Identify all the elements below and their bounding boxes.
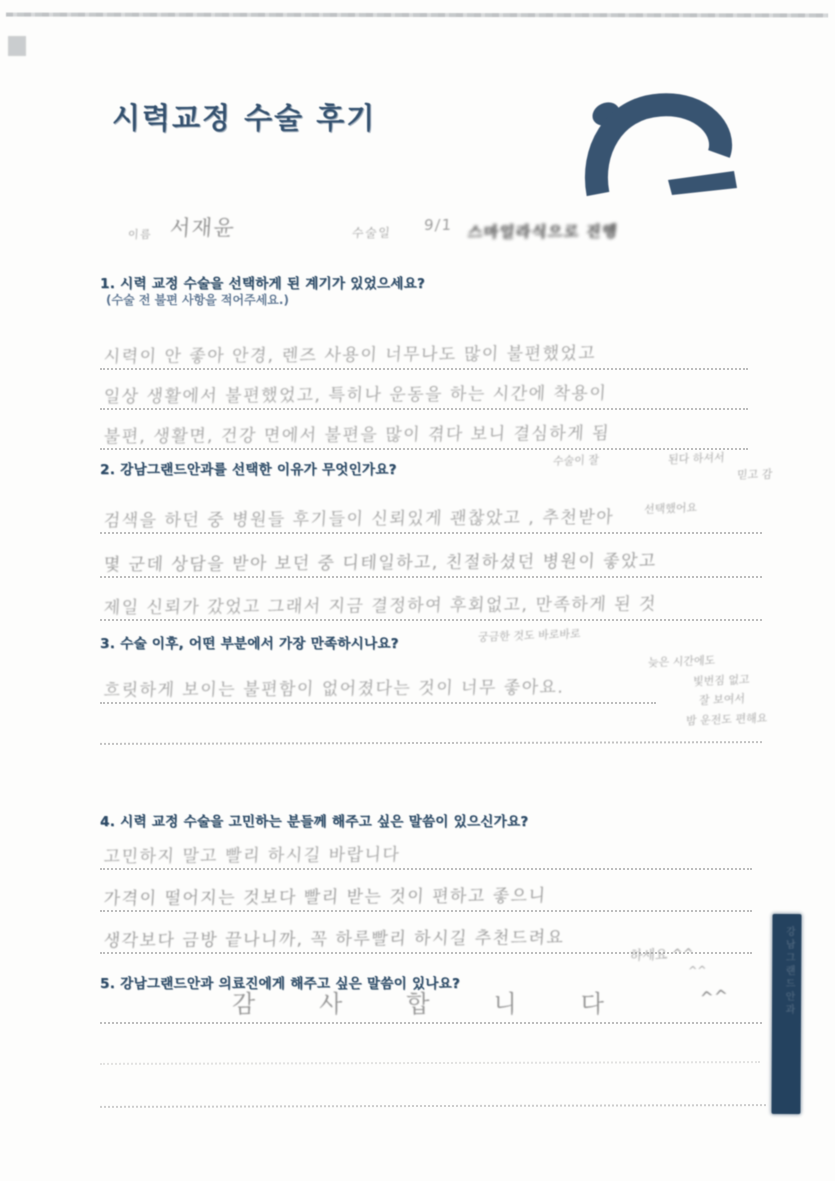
question-2-label: 2. 강남그랜드안과를 선택한 이유가 무엇인가요?	[100, 462, 397, 478]
header-date-label: 수술일	[351, 225, 392, 241]
margin-note: ^^	[687, 963, 707, 978]
question-5-label: 5. 강남그랜드안과 의료진에게 해주고 싶은 말씀이 있나요?	[100, 976, 461, 992]
empty-answer-rule	[100, 1061, 760, 1065]
answer-line	[100, 330, 748, 370]
answer-line	[100, 410, 748, 450]
margin-note: 밤 운전도 편해요	[685, 711, 768, 728]
handwritten-answer: 검색을 하던 중 병원들 후기들이 신뢰있게 괜찮았고 , 추천받아	[103, 507, 615, 532]
margin-note: 선택했어요	[643, 501, 698, 516]
handwritten-answer: 불편, 생활면, 건강 면에서 불편을 많이 겪다 보니 결심하게 됨	[103, 423, 611, 448]
empty-answer-rule	[100, 741, 762, 745]
answer-line	[100, 536, 762, 578]
margin-note: 빛번짐 없고	[692, 672, 750, 689]
answer-line	[100, 662, 656, 704]
side-banner	[771, 914, 801, 1114]
scan-artifact-top-line	[6, 13, 828, 18]
question-3-label: 3. 수술 이후, 어떤 부분에서 가장 만족하시나요?	[100, 636, 399, 652]
smile-emoticon: ^^	[699, 986, 730, 1010]
margin-note: 된다 하셔서	[667, 450, 725, 467]
handwritten-answer: 제일 신뢰가 갔었고 그래서 지금 결정하여 후회없고, 만족하게 된 것	[103, 594, 658, 619]
answer-line	[100, 830, 752, 870]
handwritten-name: 서재윤	[169, 215, 237, 241]
handwritten-answer: 생각보다 금방 끝나니까, 꼭 하루빨리 하시길 추천드려요	[103, 928, 566, 952]
thank-you-note: 감사합니다	[232, 990, 668, 1018]
header-name-label: 이름	[127, 227, 153, 242]
handwritten-procedure: 스마일라식으로 진행	[467, 221, 619, 241]
answer-line	[100, 984, 762, 1024]
question-4-label: 4. 시력 교정 수술을 고민하는 분들께 해주고 싶은 말씀이 있으신가요?	[100, 814, 529, 830]
handwritten-answer: 일상 생활에서 불편했었고, 특히나 운동을 하는 시간에 착용이	[103, 383, 608, 408]
handwritten-answer: 몇 군데 상담을 받아 보던 중 디테일하고, 친절하셨던 병원이 좋았고	[103, 551, 658, 576]
handwritten-answer: 가격이 떨어지는 것보다 빨리 받는 것이 편하고 좋으니	[103, 886, 548, 910]
answer-line	[100, 492, 762, 534]
answer-line	[100, 579, 762, 621]
handwritten-answer: 시력이 안 좋아 안경, 렌즈 사용이 너무나도 많이 불편했었고	[103, 343, 597, 368]
handwritten-answer: 흐릿하게 보이는 불편함이 없어졌다는 것이 너무 좋아요.	[103, 677, 566, 701]
question-1-subnote: (수술 전 불편 사항을 적어주세요.)	[106, 293, 289, 307]
margin-note: 하세요 ^^	[629, 946, 694, 965]
page-title: 시력교정 수술 후기	[112, 101, 377, 135]
margin-note: 수술이 잘	[552, 453, 600, 468]
side-banner-text: 강남그랜드안과	[782, 925, 795, 1018]
handwritten-date: 9/1	[423, 215, 454, 235]
handwritten-answer: 고민하지 말고 빨리 하시길 바랍니다	[103, 845, 401, 868]
empty-answer-rule	[100, 1104, 766, 1108]
margin-note: 궁금한 것도 바로바로	[477, 627, 581, 644]
margin-note: 잘 보여서	[698, 692, 746, 707]
clinic-logo-icon	[568, 92, 768, 207]
answer-line	[100, 872, 752, 912]
margin-note: 믿고 감	[736, 467, 773, 482]
margin-note: 늦은 시간에도	[647, 653, 716, 670]
scan-artifact-corner-mark	[8, 36, 26, 56]
answer-line	[100, 370, 748, 410]
question-1-label: 1. 시력 교정 수술을 선택하게 된 계기가 있었으세요?	[100, 276, 426, 292]
